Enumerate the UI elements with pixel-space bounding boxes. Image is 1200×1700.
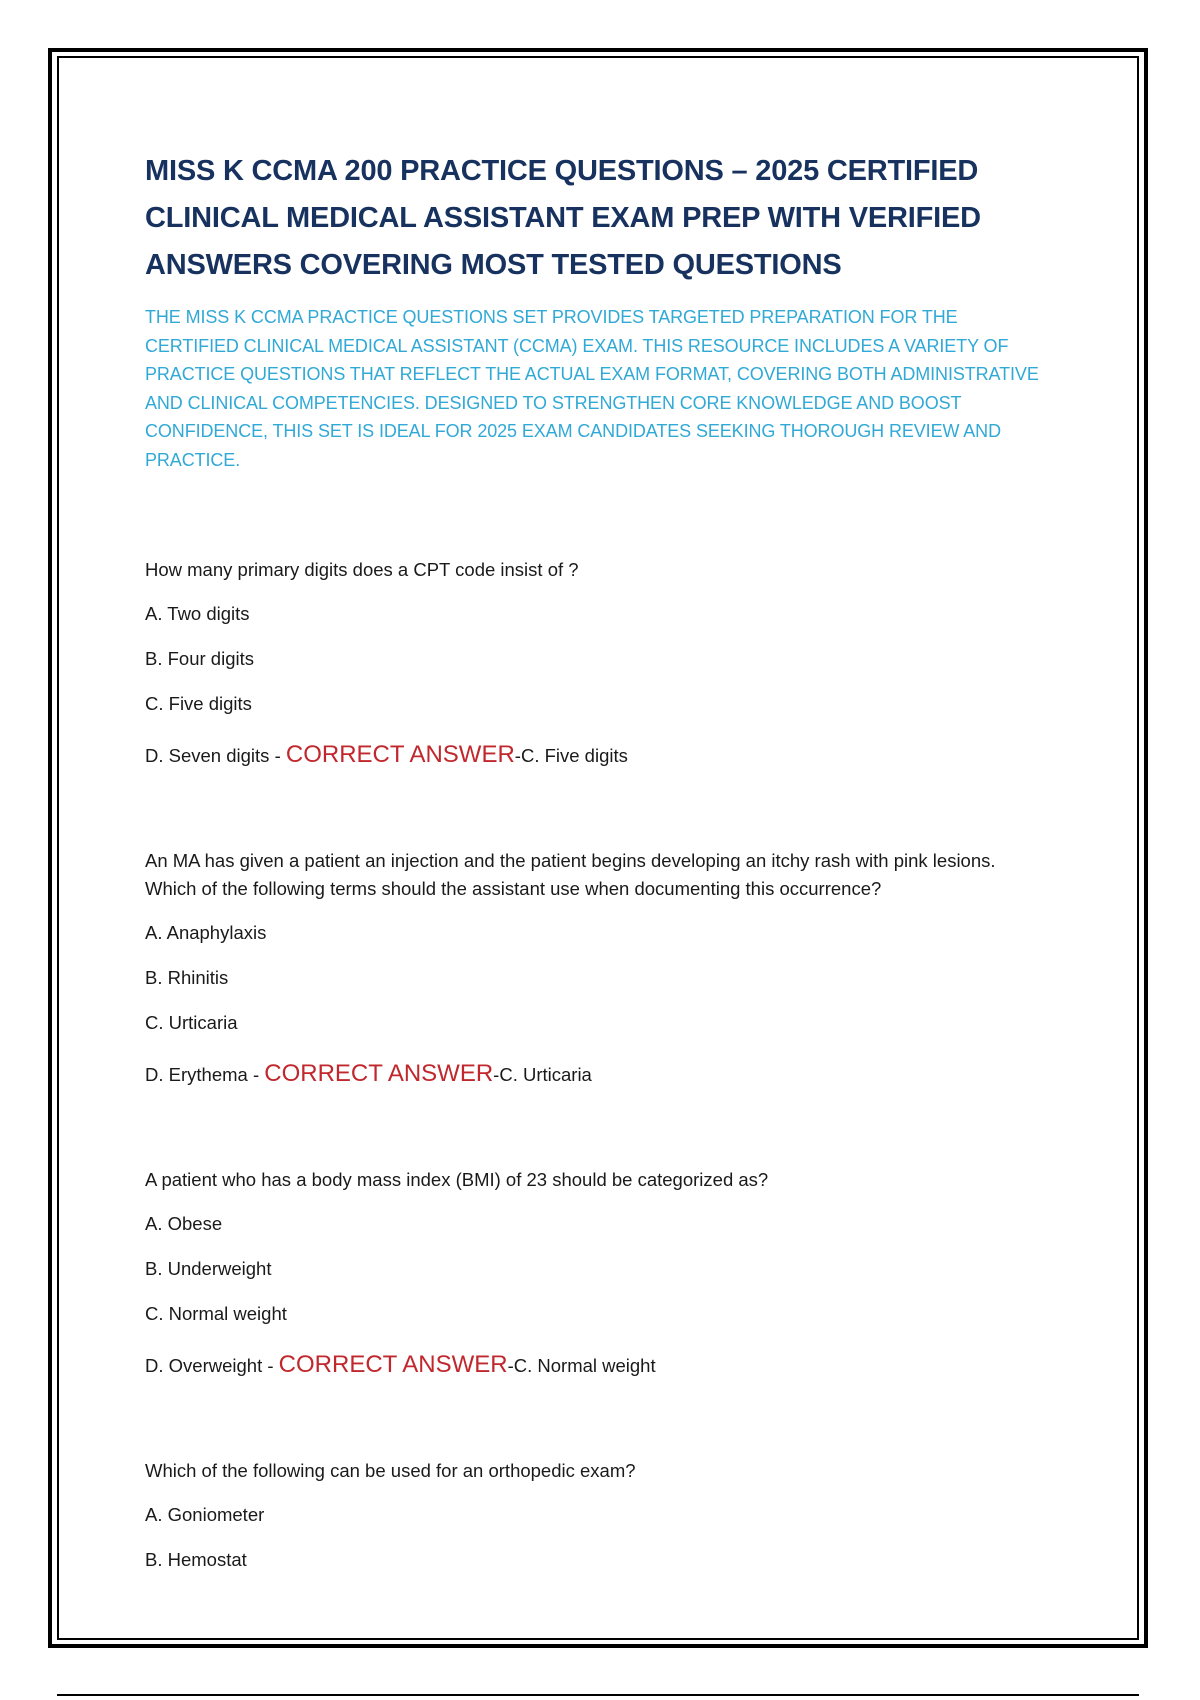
option-c: C. Normal weight	[145, 1303, 287, 1324]
bottom-rule	[57, 1694, 1139, 1696]
option-a: A. Obese	[145, 1213, 223, 1234]
option-d-with-answer	[145, 1351, 1045, 1379]
question-text: A patient who has a body mass index (BMI) of 23 should be categorized as?	[145, 1169, 769, 1190]
option-d: D. Seven digits -	[145, 745, 286, 766]
option-d: D. Overweight -	[145, 1355, 279, 1376]
correct-answer: -C. Five digits	[514, 745, 628, 766]
document-description: THE MISS K CCMA PRACTICE QUESTIONS SET PROVIDES TARGETED PREPARATION FOR THE CERTIFIED CLINICAL MEDICAL ASSISTANT (CCMA) EXAM. THIS RESOURCE INCLUDES A VARIETY OF PRACTICE QUESTIONS THAT REFLECT THE ACTUAL EXAM FORMAT, COVERING BOTH ADMINISTRATIVE AND CLINICAL COMPETENCIES. DESIGNED TO STRENGTHEN CORE KNOWLEDGE AND BOOST CONFIDENCE, THIS SET IS IDEAL FOR 2025 EXAM CANDIDATES SEEKING THOROUGH REVIEW AND PRACTICE.	[145, 307, 1039, 470]
option-d: D. Erythema -	[145, 1064, 265, 1085]
option-b: B. Hemostat	[145, 1549, 247, 1570]
option-c: C. Urticaria	[145, 1012, 238, 1033]
correct-answer-label: CORRECT ANSWER	[278, 1351, 508, 1378]
question-2	[145, 847, 1045, 1088]
option-b: B. Four digits	[145, 648, 254, 669]
option-b: B. Underweight	[145, 1258, 272, 1279]
question-3	[145, 1166, 1045, 1379]
option-d-with-answer	[145, 1060, 1045, 1088]
option-a: A. Two digits	[145, 603, 250, 624]
question-list	[145, 556, 1045, 1591]
option-a: A. Goniometer	[145, 1504, 265, 1525]
question-text: How many primary digits does a CPT code insist of ?	[145, 559, 579, 580]
question-1	[145, 556, 1045, 769]
option-c: C. Five digits	[145, 693, 252, 714]
correct-answer: -C. Urticaria	[493, 1064, 592, 1085]
correct-answer-label: CORRECT ANSWER	[285, 741, 515, 768]
question-text: Which of the following can be used for an orthopedic exam?	[145, 1460, 636, 1481]
document-title: MISS K CCMA 200 PRACTICE QUESTIONS – 2025 CERTIFIED CLINICAL MEDICAL ASSISTANT EXAM PREP WITH VERIFIED ANSWERS COVERING MOST TESTED QUESTIONS	[145, 155, 981, 281]
option-d-with-answer	[145, 741, 1045, 769]
document-content	[145, 148, 1045, 1669]
correct-answer: -C. Normal weight	[507, 1355, 656, 1376]
correct-answer-label: CORRECT ANSWER	[264, 1060, 494, 1087]
option-a: A. Anaphylaxis	[145, 922, 267, 943]
question-text: An MA has given a patient an injection and the patient begins developing an itchy rash with pink lesions. Which of the following terms should the assistant use when documenting this occurrence?	[145, 850, 996, 899]
question-4	[145, 1457, 1045, 1591]
option-b: B. Rhinitis	[145, 967, 229, 988]
